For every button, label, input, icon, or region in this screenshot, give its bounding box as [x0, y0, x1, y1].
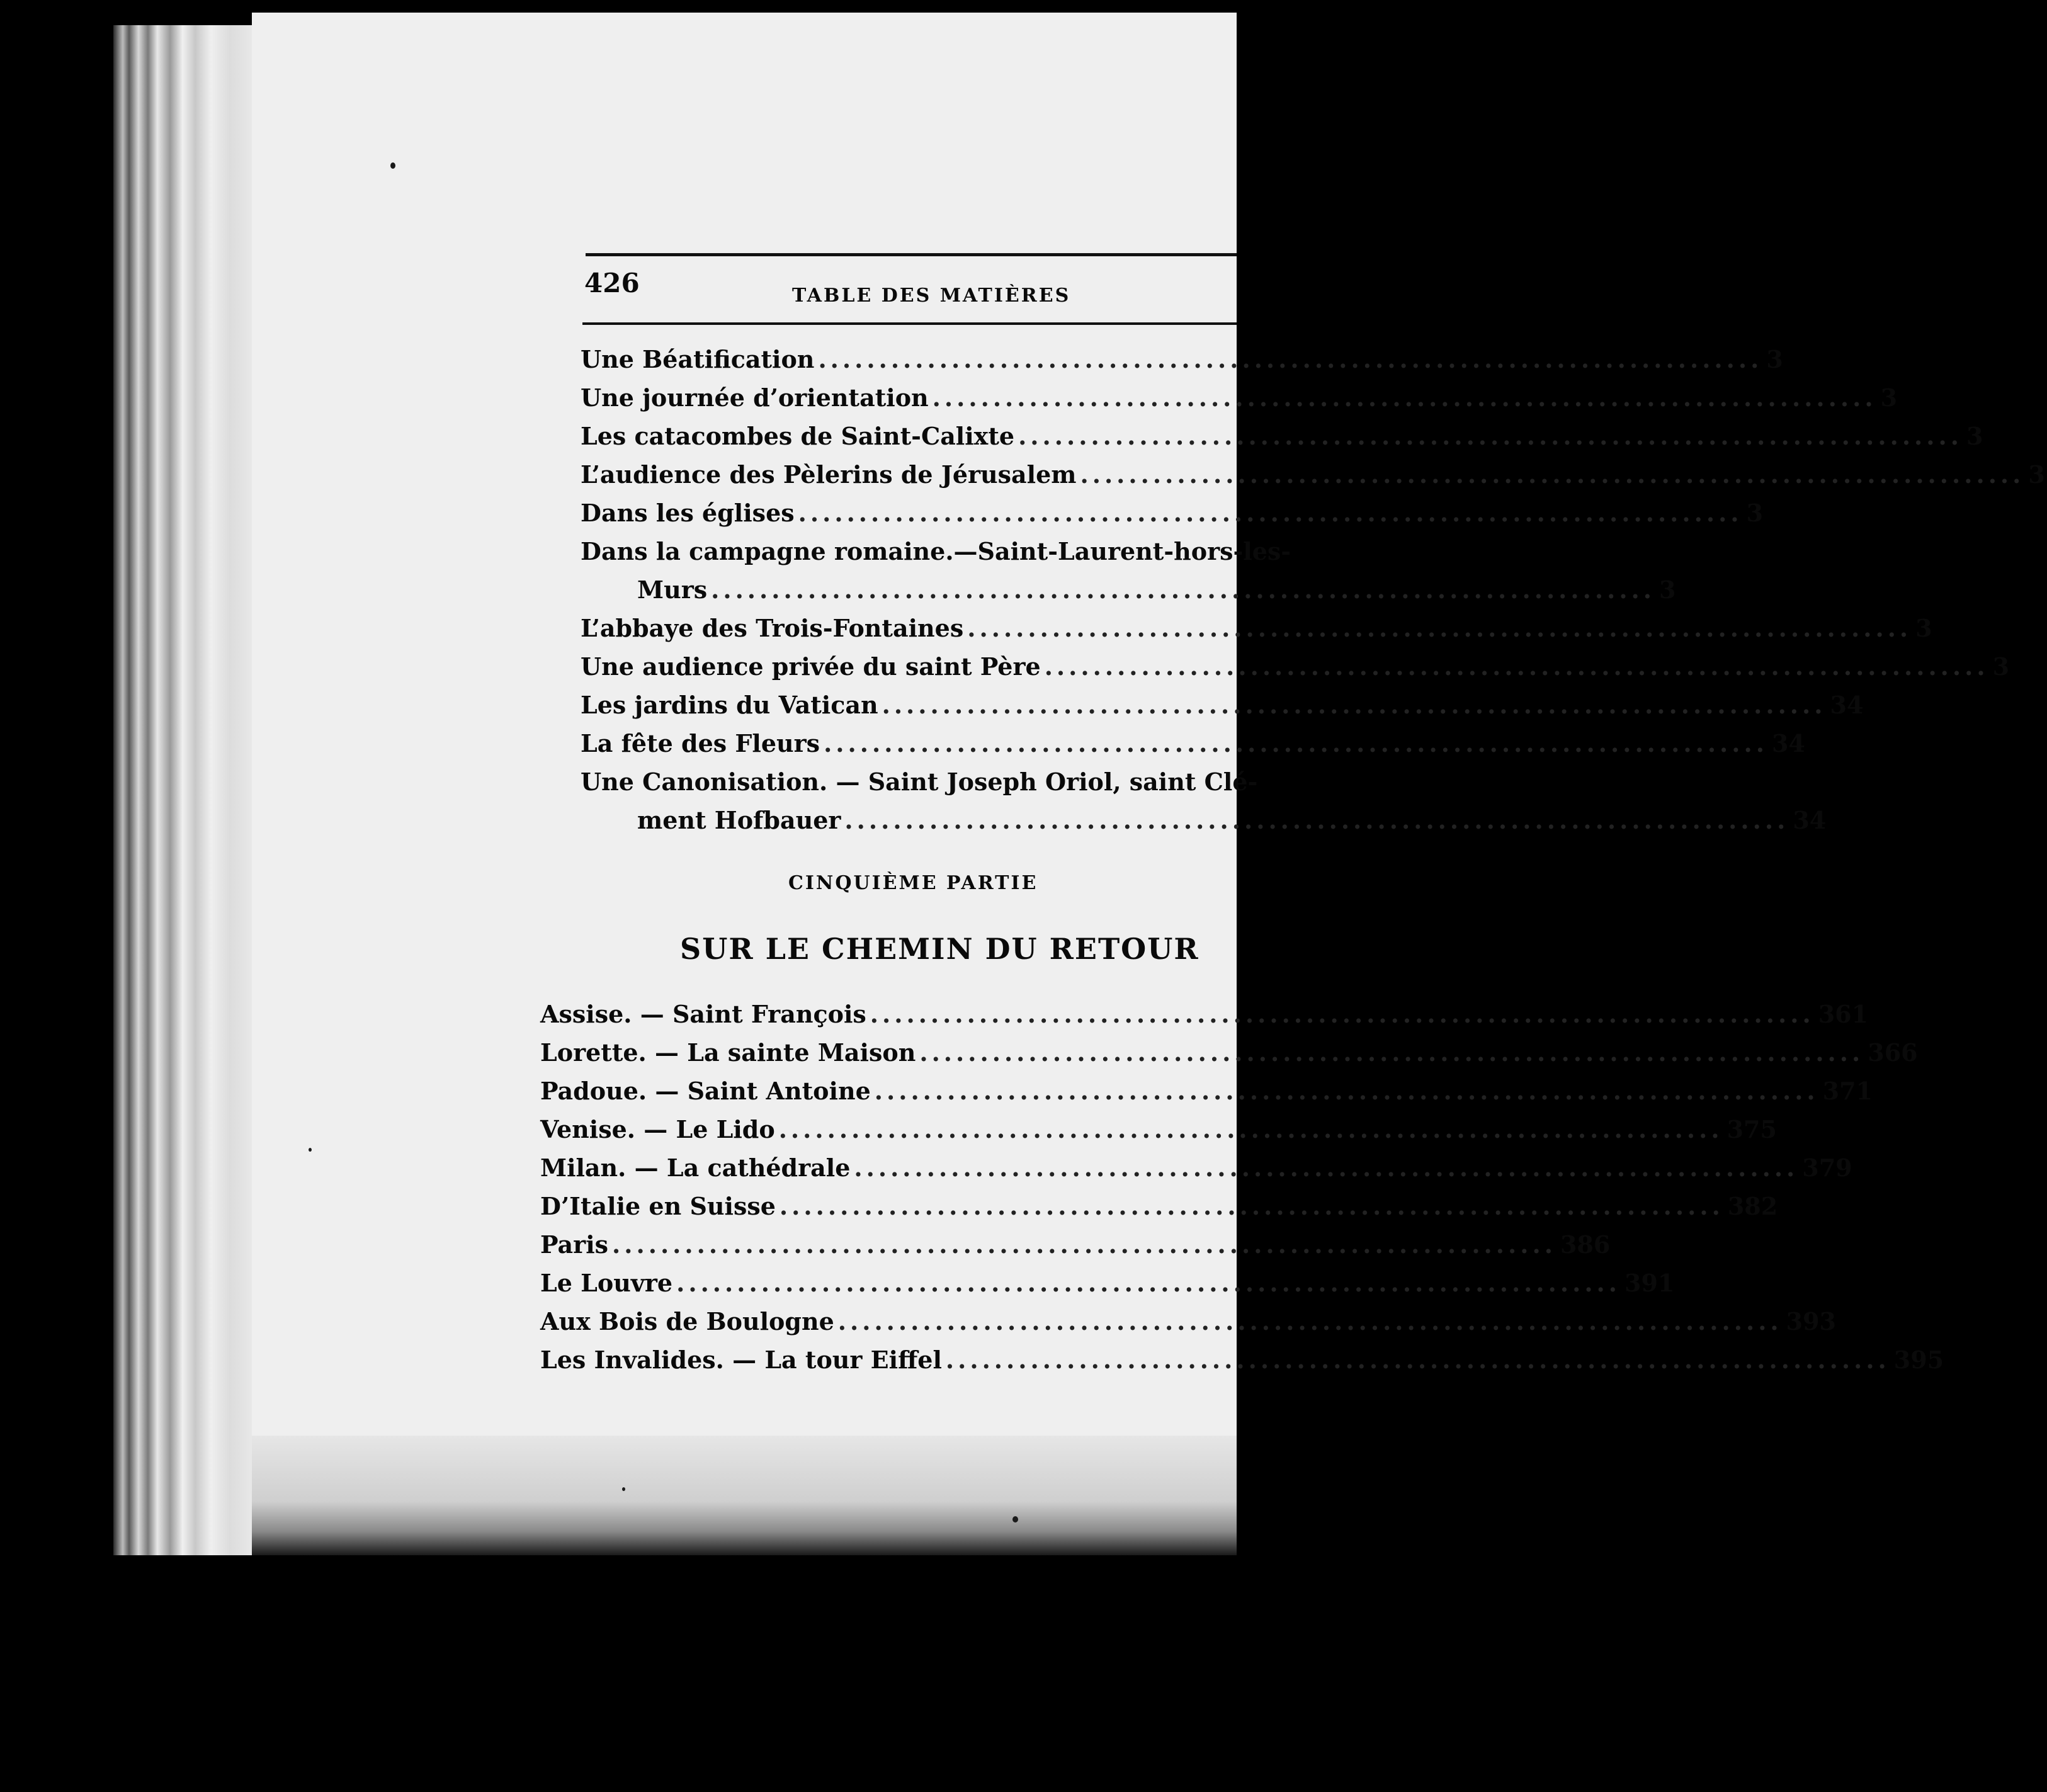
toc-entry-title-continued: ment Hofbauer	[637, 806, 841, 834]
toc-entry-page: 3	[1992, 652, 2010, 681]
toc-entry-page: 371	[1822, 1077, 1873, 1105]
dot-leader: ..............................................................................	[932, 383, 1877, 412]
toc-entry-page: 361	[1818, 1000, 1869, 1028]
toc-entry	[581, 499, 1764, 537]
dot-leader: ..............................................................................	[779, 1192, 1724, 1220]
toc-entry-title: L’abbaye des Trois-Fontaines	[581, 614, 964, 642]
part-title: SUR LE CHEMIN DU RETOUR	[680, 932, 1199, 966]
toc-entry-title: Une audience privée du saint Père	[581, 652, 1041, 681]
toc-entry-page: 393	[1786, 1307, 1836, 1335]
toc-entry-line	[581, 537, 1291, 576]
toc-entry	[540, 1307, 1836, 1346]
toc-entry	[540, 1269, 1675, 1307]
dot-leader: ..............................................................................	[837, 1307, 1783, 1335]
toc-entry-title: Une Canonisation. — Saint Joseph Oriol, saint Clé-	[581, 768, 1258, 796]
toc-entry-title: Assise. — Saint François	[540, 1000, 866, 1028]
toc-entry-page: 3	[1880, 383, 1898, 412]
toc-entry	[540, 1346, 1944, 1384]
toc-entry	[540, 1192, 1778, 1230]
toc-entry	[540, 1038, 1918, 1077]
toc-entry-title: Une Béatification	[581, 345, 815, 373]
toc-entry-title: Padoue. — Saint Antoine	[540, 1077, 871, 1105]
toc-entry-line	[581, 768, 1258, 806]
toc-list-part-5	[540, 1000, 1944, 1384]
toc-entry-page: 375	[1727, 1115, 1777, 1143]
toc-entry-title: Les jardins du Vatican	[581, 691, 878, 719]
dot-leader: ..............................................................................	[676, 1269, 1621, 1297]
toc-entry-title-continued: Murs	[637, 576, 708, 604]
toc-entry	[540, 1115, 1777, 1154]
dot-leader: ..............................................................................	[824, 729, 1768, 757]
toc-entry	[540, 1154, 1852, 1192]
dot-leader: ..............................................................................	[854, 1154, 1799, 1182]
dot-leader: ..............................................................................	[882, 691, 1827, 719]
toc-entry-page: 3	[2028, 460, 2045, 489]
dot-leader: ..............................................................................	[1018, 422, 1963, 450]
toc-entry	[581, 729, 1805, 768]
dot-leader: ..............................................................................	[1044, 652, 1989, 681]
ink-speck	[390, 162, 395, 169]
dot-leader: ..............................................................................	[612, 1230, 1557, 1259]
toc-entry	[581, 460, 2045, 499]
toc-entry	[581, 383, 1898, 422]
toc-entry-title: D’Italie en Suisse	[540, 1192, 776, 1220]
toc-entry	[540, 1000, 1869, 1038]
toc-entry-page: 34	[1793, 806, 1827, 834]
toc-entry	[581, 422, 1983, 460]
dot-leader: ..............................................................................	[967, 614, 1912, 642]
toc-entry-title: Venise. — Le Lido	[540, 1115, 775, 1143]
toc-entry-page: 34	[1830, 691, 1864, 719]
toc-entry-line	[581, 806, 1827, 844]
toc-entry-page: 391	[1625, 1269, 1675, 1297]
toc-entry	[540, 1230, 1611, 1269]
toc-entry	[581, 652, 2010, 691]
ink-speck	[309, 1148, 312, 1152]
toc-entry-page: 395	[1893, 1346, 1944, 1374]
toc-entry-page: 366	[1868, 1038, 1918, 1067]
toc-entry-page: 3	[1766, 345, 1783, 373]
toc-entry-title: La fête des Fleurs	[581, 729, 820, 757]
dot-leader: ..............................................................................	[945, 1346, 1890, 1374]
ink-speck	[622, 1487, 625, 1491]
header-rule-top	[586, 253, 1237, 256]
header-rule-bottom	[582, 322, 1237, 325]
toc-entry-page: 379	[1802, 1154, 1852, 1182]
dot-leader: ..............................................................................	[870, 1000, 1815, 1028]
toc-entry-title: Aux Bois de Boulogne	[540, 1307, 834, 1335]
running-title: TABLE DES MATIÈRES	[792, 285, 1071, 307]
toc-entry-line	[581, 576, 1676, 614]
toc-entry-page: 3	[1659, 576, 1676, 604]
toc-entry	[581, 345, 1783, 383]
dot-leader: ..............................................................................	[1080, 460, 2025, 489]
toc-entry	[581, 768, 1827, 844]
toc-entry	[581, 537, 1676, 614]
toc-entry-title: Paris	[540, 1230, 609, 1259]
toc-entry-title: Le Louvre	[540, 1269, 673, 1297]
dot-leader: ..............................................................................	[818, 345, 1763, 373]
dot-leader: ..............................................................................	[874, 1077, 1819, 1105]
dot-leader: ..............................................................................	[711, 576, 1656, 604]
toc-entry-page: 3	[1915, 614, 1932, 642]
page-number: 426	[584, 268, 640, 298]
toc-entry-page: 34	[1771, 729, 1805, 757]
toc-entry	[581, 691, 1864, 729]
toc-entry-page: 3	[1746, 499, 1764, 527]
toc-entry-title: Les Invalides. — La tour Eiffel	[540, 1346, 942, 1374]
toc-entry-page: 386	[1560, 1230, 1611, 1259]
dot-leader: ..............................................................................	[919, 1038, 1864, 1067]
toc-entry-title: Lorette. — La sainte Maison	[540, 1038, 916, 1067]
toc-entry	[540, 1077, 1873, 1115]
toc-entry	[581, 614, 1932, 652]
toc-entry-page: 382	[1727, 1192, 1778, 1220]
book-spine	[113, 25, 271, 1555]
part-label: CINQUIÈME PARTIE	[788, 872, 1038, 894]
toc-entry-title: Dans la campagne romaine.—Saint-Laurent-hors-les-	[581, 537, 1291, 565]
dot-leader: ..............................................................................	[778, 1115, 1723, 1143]
toc-entry-title: L’audience des Pèlerins de Jérusalem	[581, 460, 1077, 489]
toc-entry-page: 3	[1966, 422, 1983, 450]
dot-leader: ..............................................................................	[798, 499, 1743, 527]
toc-list-part-4	[581, 345, 2045, 844]
page-bottom-edge	[252, 1436, 1237, 1555]
toc-entry-title: Dans les églises	[581, 499, 795, 527]
ink-speck	[1012, 1516, 1018, 1523]
dot-leader: ..............................................................................	[844, 806, 1789, 834]
toc-entry-title: Milan. — La cathédrale	[540, 1154, 851, 1182]
toc-entry-title: Une journée d’orientation	[581, 383, 929, 412]
toc-entry-title: Les catacombes de Saint-Calixte	[581, 422, 1015, 450]
